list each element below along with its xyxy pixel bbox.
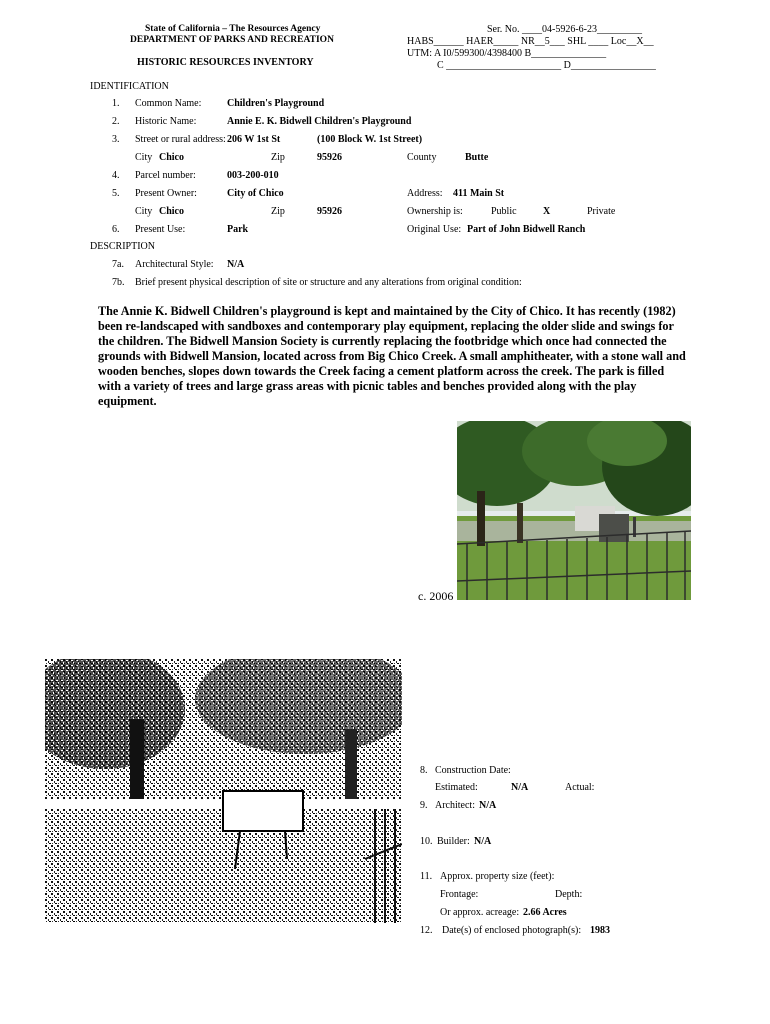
inventory-title: HISTORIC RESOURCES INVENTORY xyxy=(137,57,314,68)
style-label: Architectural Style: xyxy=(135,259,214,270)
estimated-label: Estimated: xyxy=(435,782,478,793)
item-number: 12. xyxy=(420,925,433,936)
style-value: N/A xyxy=(227,259,245,270)
utm-c-line: C _______________________ D_________________ xyxy=(437,60,656,71)
city-value: Chico xyxy=(159,152,184,163)
zip-label: Zip xyxy=(271,152,285,163)
item-number: 3. xyxy=(112,134,120,145)
brief-description-label: Brief present physical description of site or structure and any alterations from original condition: xyxy=(135,277,522,288)
acreage-label: Or approx. acreage: xyxy=(440,907,520,918)
original-use-value: Part of John Bidwell Ranch xyxy=(467,224,586,235)
present-use-label: Present Use: xyxy=(135,224,186,235)
public-mark: X xyxy=(543,206,551,217)
address-label: Address: xyxy=(407,188,443,199)
description-heading: DESCRIPTION xyxy=(90,241,156,252)
agency-name: State of California – The Resources Agency xyxy=(145,24,321,34)
photo-dates-value: 1983 xyxy=(590,925,610,936)
zip-value: 95926 xyxy=(317,152,342,163)
zip-label: Zip xyxy=(271,206,285,217)
identification-heading: IDENTIFICATION xyxy=(90,81,169,92)
block-value: (100 Block W. 1st Street) xyxy=(317,134,423,145)
historic-bw-photograph xyxy=(45,659,402,923)
historic-name-value: Annie E. K. Bidwell Children's Playground xyxy=(227,116,412,127)
original-use-label: Original Use: xyxy=(407,224,462,235)
item-number: 5. xyxy=(112,188,120,199)
acreage-value: 2.66 Acres xyxy=(523,907,567,918)
common-name-label: Common Name: xyxy=(135,98,202,109)
city-label: City xyxy=(135,206,153,217)
serial-number: Ser. No. ____04-5926-6-23_________ xyxy=(487,24,642,35)
owner-label: Present Owner: xyxy=(135,188,197,199)
item-number: 2. xyxy=(112,116,120,127)
construction-date-label: Construction Date: xyxy=(435,765,511,776)
public-label: Public xyxy=(491,206,517,217)
item-number: 8. xyxy=(420,765,428,776)
habs-line: HABS______ HAER_____ NR__5___ SHL ____ Loc__X__ xyxy=(407,36,654,47)
parcel-label: Parcel number: xyxy=(135,170,196,181)
street-value: 206 W 1st St xyxy=(227,134,281,145)
estimated-value: N/A xyxy=(511,782,529,793)
city-value: Chico xyxy=(159,206,184,217)
color-photograph xyxy=(457,421,691,600)
architect-value: N/A xyxy=(479,800,497,811)
address-value: 411 Main St xyxy=(453,188,505,199)
frontage-label: Frontage: xyxy=(440,889,479,900)
photo-caption: c. 2006 xyxy=(418,589,454,603)
item-number: 9. xyxy=(420,800,428,811)
ownership-label: Ownership is: xyxy=(407,206,463,217)
street-label: Street or rural address: xyxy=(135,134,226,145)
historic-name-label: Historic Name: xyxy=(135,116,197,127)
item-number: 7a. xyxy=(112,259,124,270)
item-number: 11. xyxy=(420,871,433,882)
item-number: 10. xyxy=(420,836,433,847)
description-paragraph: The Annie K. Bidwell Children's playground is kept and maintained by the City of Chico. It has recently (1982) been re-landscaped with sandboxes and contemporary play equipment, replacing the older slide and swings for the children. The Bidwell Mansion Society is currently replacing the footbridge which once had connected the grounds with Bidwell Mansion, located across from Big Chico Creek. A small amphitheater, with a stone wall and wooden benches, slopes down towards the Creek facing a cement platform across the creek. The park is filled with a variety of trees and large grass areas with picnic tables and benches provided along with the play equipment. xyxy=(98,304,686,408)
property-size-label: Approx. property size (feet): xyxy=(440,871,555,882)
builder-label: Builder: xyxy=(437,836,470,847)
zip-value: 95926 xyxy=(317,206,342,217)
photo-dates-label: Date(s) of enclosed photograph(s): xyxy=(442,925,582,936)
item-number: 6. xyxy=(112,224,120,235)
county-label: County xyxy=(407,152,437,163)
owner-value: City of Chico xyxy=(227,188,284,199)
common-name-value: Children's Playground xyxy=(227,98,325,109)
present-use-value: Park xyxy=(227,224,249,235)
actual-label: Actual: xyxy=(565,782,595,793)
parcel-value: 003-200-010 xyxy=(227,170,279,181)
depth-label: Depth: xyxy=(555,889,583,900)
utm-line: UTM: A I0/599300/4398400 B_______________ xyxy=(407,48,607,59)
item-number: 1. xyxy=(112,98,120,109)
private-label: Private xyxy=(587,206,616,217)
item-number: 4. xyxy=(112,170,120,181)
architect-label: Architect: xyxy=(435,800,475,811)
builder-value: N/A xyxy=(474,836,492,847)
city-label: City xyxy=(135,152,153,163)
county-value: Butte xyxy=(465,152,489,163)
item-number: 7b. xyxy=(112,277,125,288)
department-name: DEPARTMENT OF PARKS AND RECREATION xyxy=(130,35,334,45)
